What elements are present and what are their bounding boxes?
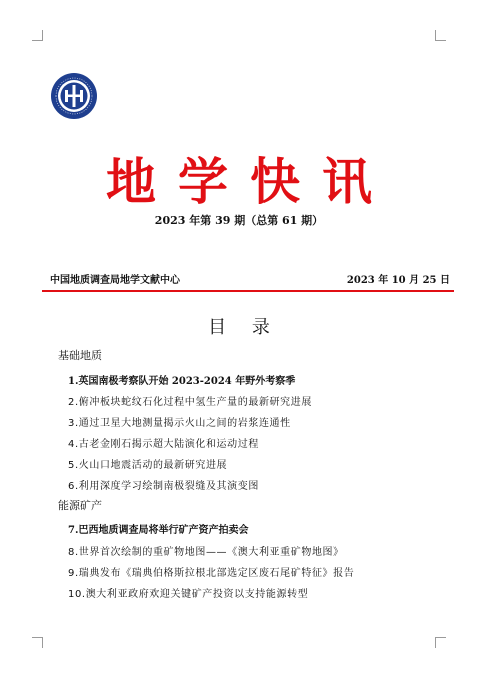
toc-section-energy-minerals: 能源矿产	[58, 499, 102, 512]
toc-item[interactable]: 10.澳大利亚政府欢迎关键矿产投资以支持能源转型	[68, 589, 309, 600]
toc-item[interactable]: 5.火山口地震活动的最新研究进展	[68, 460, 228, 471]
toc-item[interactable]: 3.通过卫星大地测量揭示火山之间的岩浆连通性	[68, 418, 291, 429]
crop-mark-top-left	[32, 30, 43, 41]
toc-item[interactable]: 2.俯冲板块蛇纹石化过程中氢生产量的最新研究进展	[68, 397, 312, 408]
toc-item[interactable]: 1.英国南极考察队开始 2023-2024 年野外考察季	[68, 376, 296, 387]
header-divider	[42, 290, 454, 292]
publisher-name: 中国地质调查局地学文献中心	[50, 275, 180, 286]
geological-society-seal-icon	[50, 72, 98, 120]
toc-item[interactable]: 9.瑞典发布《瑞典伯格斯拉根北部选定区废石尾矿特征》报告	[68, 568, 355, 579]
toc-heading: 目 录	[208, 317, 280, 338]
crop-mark-top-right	[435, 30, 446, 41]
toc-item[interactable]: 6.利用深度学习绘制南极裂缝及其演变图	[68, 481, 259, 492]
crop-mark-bottom-right	[435, 637, 446, 648]
toc-item[interactable]: 7.巴西地质调查局将举行矿产资产拍卖会	[68, 525, 249, 536]
crop-mark-bottom-left	[32, 637, 43, 648]
toc-item[interactable]: 8.世界首次绘制的重矿物地图——《澳大利亚重矿物地图》	[68, 547, 344, 558]
toc-item[interactable]: 4.古老金刚石揭示超大陆演化和运动过程	[68, 439, 259, 450]
publication-date: 2023 年 10 月 25 日	[346, 275, 450, 286]
toc-section-basic-geology: 基础地质	[58, 349, 102, 362]
newsletter-title: 地学快讯	[106, 152, 394, 211]
issue-number: 2023 年第 39 期（总第 61 期）	[154, 214, 324, 227]
